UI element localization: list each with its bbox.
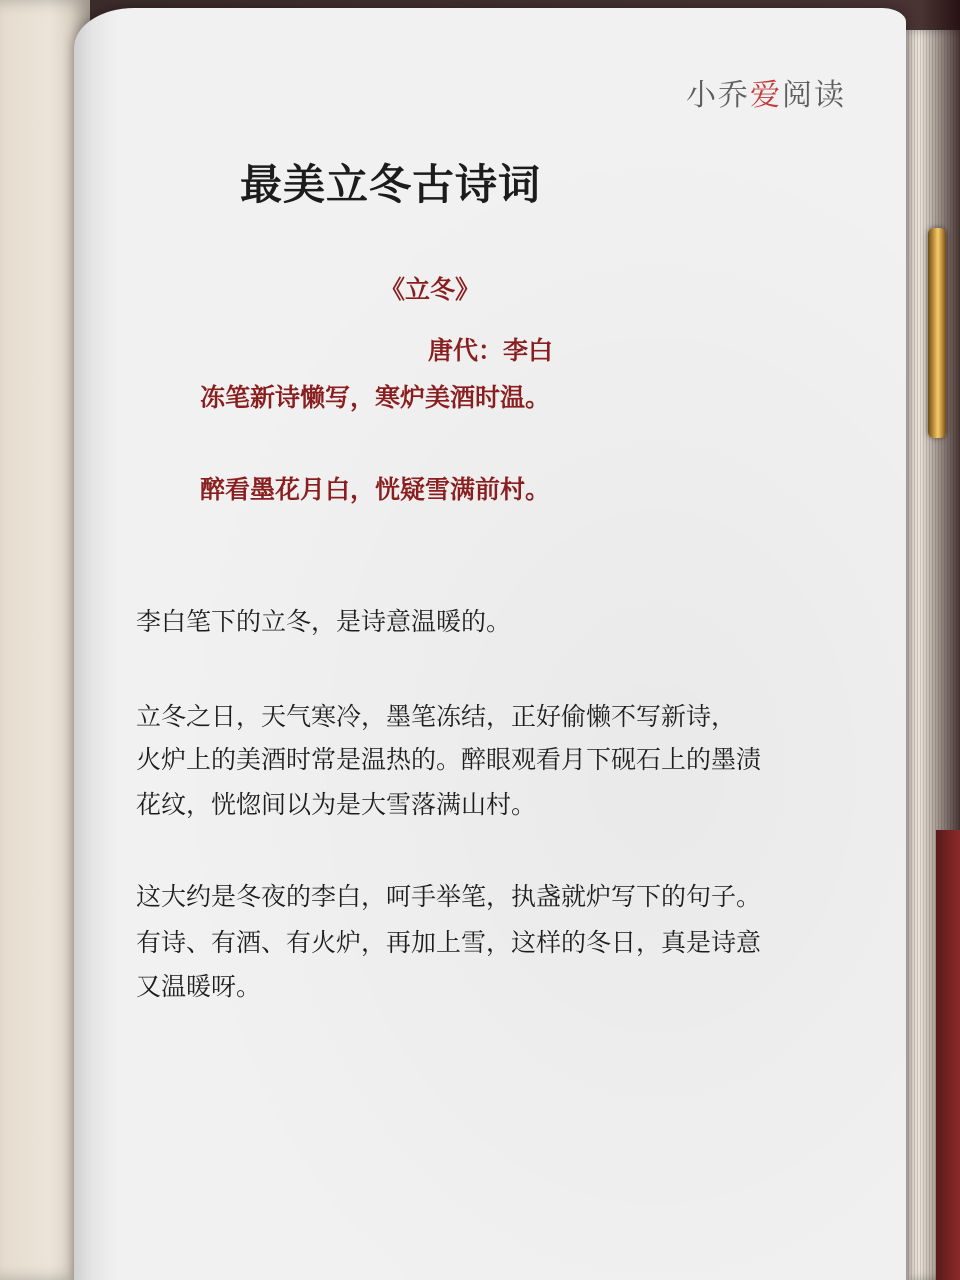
watermark-accent: 爱 (750, 78, 782, 113)
poem-author: 唐代：李白 (428, 336, 554, 365)
page-title: 最美立冬古诗词 (240, 160, 542, 209)
book-cover-edge (936, 830, 960, 1280)
commentary-line: 立冬之日，天气寒冷，墨笔冻结，正好偷懒不写新诗， (136, 702, 737, 731)
commentary-line: 花纹，恍惚间以为是大雪落满山村。 (136, 790, 537, 819)
poem-line: 醉看墨花月白，恍疑雪满前村。 (200, 475, 551, 504)
poem-title: 《立冬》 (380, 275, 481, 304)
watermark (686, 70, 846, 114)
commentary-line: 有诗、有酒、有火炉，再加上雪，这样的冬日，真是诗意 (136, 928, 762, 957)
watermark-suffix: 阅读 (782, 78, 846, 113)
commentary-line: 火炉上的美酒时常是温热的。醉眼观看月下砚石上的墨渍 (136, 745, 762, 774)
watermark-prefix: 小乔 (686, 78, 750, 113)
commentary-paragraph-1: 李白笔下的立冬，是诗意温暖的。 (136, 607, 512, 636)
commentary-line: 又温暖呀。 (136, 972, 262, 1001)
gold-pen-bookmark (928, 228, 946, 438)
commentary-line: 这大约是冬夜的李白，呵手举笔，执盏就炉写下的句子。 (136, 882, 762, 911)
poem-line: 冻笔新诗懒写，寒炉美酒时温。 (200, 383, 551, 412)
